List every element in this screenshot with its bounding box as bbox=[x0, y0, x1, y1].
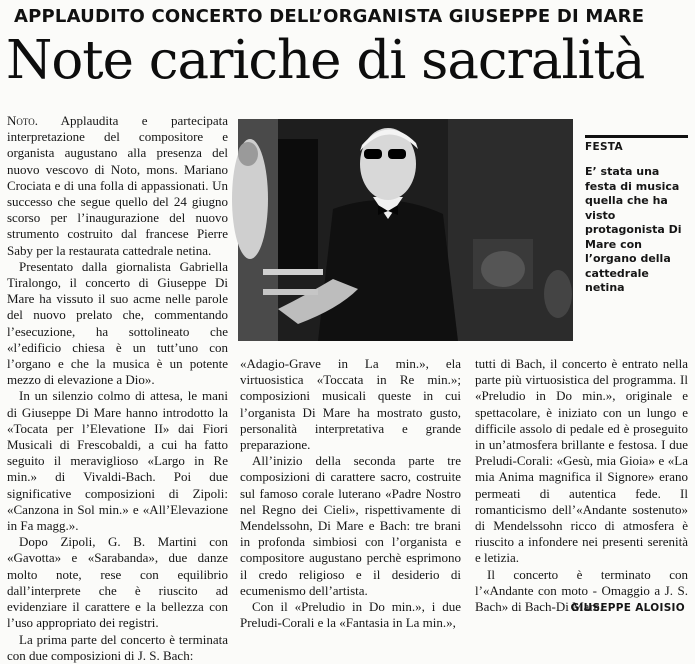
paragraph: Presentato dalla giornalista Gabriella Tiralongo, il concerto di Giuseppe Di Mare ha vissuto il suo acme nelle parole del nuovo prelato che, commentando l’esecuzione, ha sottolineato che «l’edificio chiesa è un tutt’uno con l’organo e che la musica è un potente mezzo di elevazione a Dio». bbox=[7, 258, 228, 388]
paragraph: «Adagio-Grave in La min.», ela virtuosistica «Toccata in Re min.»; composizioni musicali queste in cui l’organista Di Mare ha mostrato gusto, personalità interpretativa e grande preparazione. bbox=[240, 356, 461, 453]
paragraph bbox=[7, 113, 228, 259]
paragraph: La prima parte del concerto è terminata con due composizioni di J. S. Bach: bbox=[7, 631, 228, 663]
dateline: Noto. bbox=[7, 113, 38, 128]
sidebar-caption: E’ stata una festa di musica quella che ha visto protagonista Di Mare con l’organo della cattedrale netina bbox=[585, 165, 682, 294]
headline: Note cariche di sacralità bbox=[6, 30, 645, 91]
article-column-1 bbox=[7, 113, 228, 663]
paragraph: All’inizio della seconda parte tre composizioni di carattere sacro, costruite sul famoso corale luterano «Padre Nostro nel Regno dei Cieli», rispettivamente di Mendelssohn, Di Mare e Bach: tre brani in profonda simbiosi con l’organista e compositore augustano perchè esprimono il credo religioso e il desiderio di ecumenismo dell’artista. bbox=[240, 453, 461, 598]
sidebar-box bbox=[585, 135, 688, 296]
paragraph: Dopo Zipoli, G. B. Martini con «Gavotta» e «Sarabanda», due danze molto note, rese con equilibrio dall’interprete che è riuscito ad evidenziare il carattere e la bellezza con l’uso appropriato dei registri. bbox=[7, 534, 228, 631]
paragraph: Il concerto è terminato con l’«Andante con moto - Omaggio a J. S. Bach» di Bach-Di Mare. bbox=[475, 566, 688, 615]
organist-photo bbox=[238, 119, 573, 341]
paragraph: Con il «Preludio in Do min.», i due Preludi-Corali e la «Fantasia in La min.», bbox=[240, 599, 461, 631]
sidebar-rule bbox=[585, 135, 688, 138]
author-signature: GIUSEPPE ALOISIO bbox=[570, 602, 685, 614]
organist-illustration bbox=[238, 119, 573, 341]
article-column-2 bbox=[240, 356, 461, 631]
paragraph-text: Applaudita e partecipata interpretazione del compositore e organista augustano alla presenza del nuovo vescovo di Noto, mons. Mariano Crociata e di una folla di appassionati. Un successo che segue quello del 24 giugno scorso per l’inaugurazione del nuovo strumento costruito dal francese Pierre Saby per la restaurata cattedrale netina. bbox=[7, 113, 228, 258]
paragraph: In un silenzio colmo di attesa, le mani di Giuseppe Di Mare hanno introdotto la «Tocata per l’Elevatione II» dai Fiori Musicali di Frescobaldi, a cui ha fatto seguito il meraviglioso «Largo in Re min.» di Vivaldi-Bach. Poi due significative composizioni di Zipoli: «Canzona in Sol min.» e «All’Elevazione in Fa magg.». bbox=[7, 388, 228, 534]
paragraph: tutti di Bach, il concerto è entrato nella parte più virtuosistica del programma. Il «Preludio in Do min.», originale e spettacolare, è iniziato con un lungo e difficile assolo di pedale ed è proseguito in un’atmosfera brillante e festosa. I due Preludi-Corali: «Gesù, mia Gioia» e «La mia Anima magnifica il Signore» erano permeati di autentica fede. Il romanticismo dell’«Andante sostenuto» di Mendelssohn ricco di atmosfera è riuscito a infondere nei presenti serenità e letizia. bbox=[475, 356, 688, 566]
sidebar-label: FESTA bbox=[585, 141, 623, 153]
kicker: APPLAUDITO CONCERTO DELL’ORGANISTA GIUSEPPE DI MARE bbox=[14, 6, 645, 27]
